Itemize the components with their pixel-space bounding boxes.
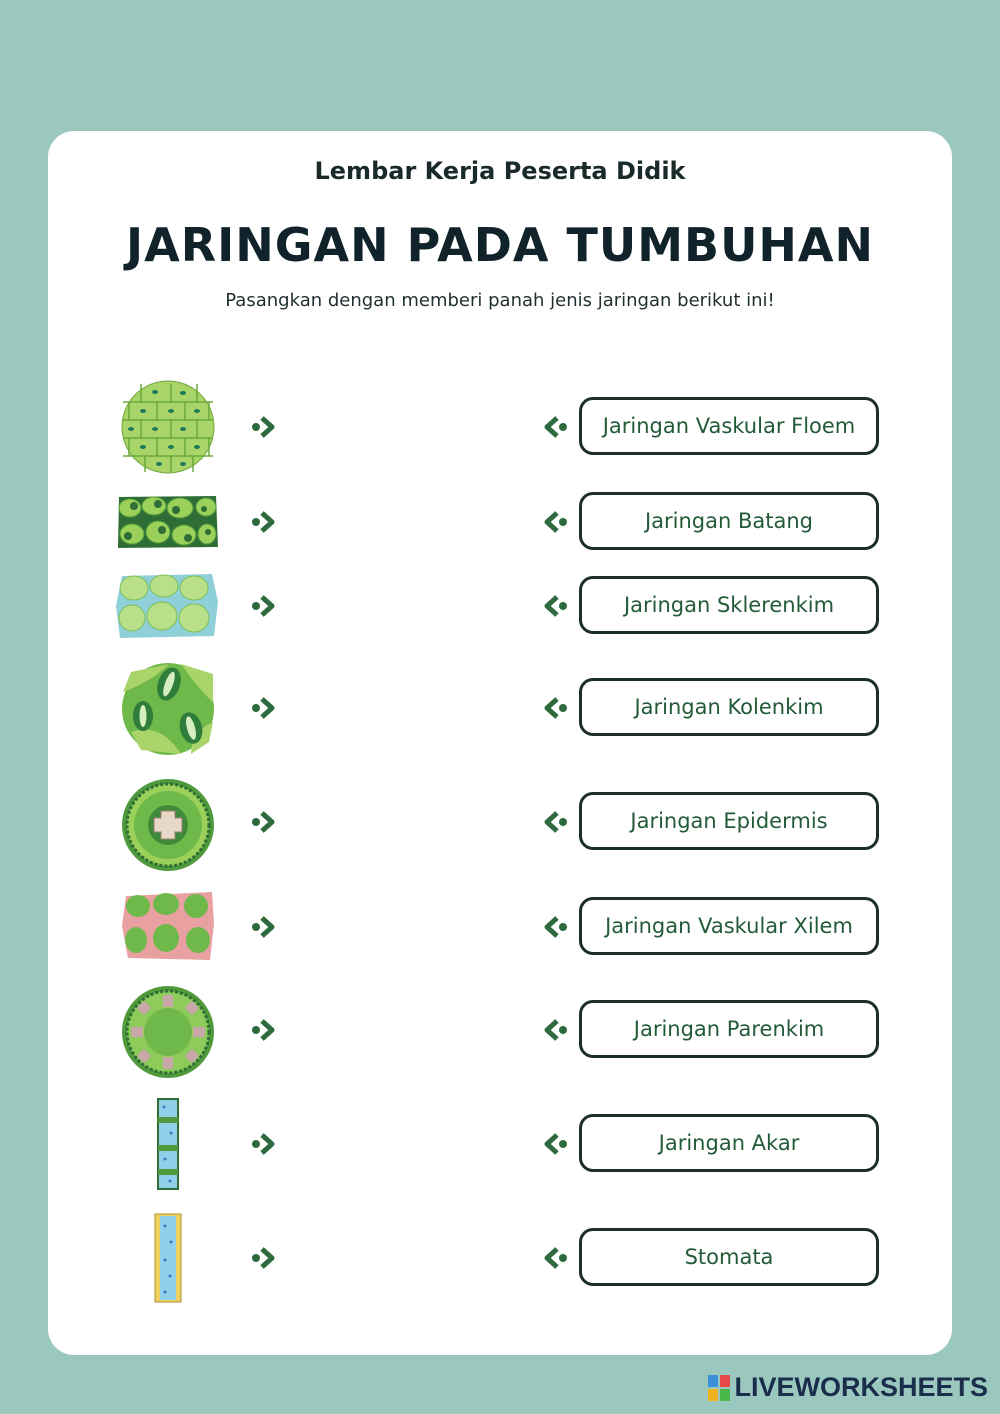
left-connector-2[interactable] — [251, 509, 277, 535]
answer-box[interactable]: Jaringan Akar — [579, 1114, 879, 1172]
left-connector-1[interactable] — [251, 414, 277, 440]
right-connector-2[interactable] — [542, 509, 568, 535]
left-connector-5[interactable] — [251, 809, 277, 835]
right-connector-3[interactable] — [542, 593, 568, 619]
answer-box[interactable]: Stomata — [579, 1228, 879, 1286]
right-connector-7[interactable] — [542, 1017, 568, 1043]
answer-box[interactable]: Jaringan Vaskular Floem — [579, 397, 879, 455]
footer-brand — [708, 1372, 988, 1403]
page-title: JARINGAN PADA TUMBUHAN — [125, 218, 875, 272]
right-connector-6[interactable] — [542, 914, 568, 940]
answer-box[interactable]: Jaringan Sklerenkim — [579, 576, 879, 634]
answer-box[interactable]: Jaringan Batang — [579, 492, 879, 550]
phloem-tube-image — [156, 1097, 180, 1191]
epidermis-cells-image — [121, 380, 215, 474]
liveworksheets-brand: LIVEWORKSHEETS — [734, 1372, 988, 1402]
liveworksheets-logo-icon — [708, 1375, 730, 1401]
left-connector-6[interactable] — [251, 914, 277, 940]
left-connector-4[interactable] — [251, 695, 277, 721]
right-connector-5[interactable] — [542, 809, 568, 835]
parenchyma-cells-image — [116, 494, 220, 550]
left-connector-7[interactable] — [251, 1017, 277, 1043]
right-connector-1[interactable] — [542, 414, 568, 440]
answer-box[interactable]: Jaringan Kolenkim — [579, 678, 879, 736]
stem-cross-section-image — [121, 985, 215, 1079]
left-connector-3[interactable] — [251, 593, 277, 619]
worksheet-subtitle: Lembar Kerja Peserta Didik — [314, 157, 686, 185]
instruction-text: Pasangkan dengan memberi panah jenis jaringan berikut ini! — [225, 290, 775, 311]
answer-box[interactable]: Jaringan Vaskular Xilem — [579, 897, 879, 955]
right-connector-4[interactable] — [542, 695, 568, 721]
answer-box[interactable]: Jaringan Parenkim — [579, 1000, 879, 1058]
collenchyma-cells-image — [114, 572, 220, 640]
stomata-cells-image — [121, 662, 215, 756]
right-connector-8[interactable] — [542, 1131, 568, 1157]
right-connector-9[interactable] — [542, 1245, 568, 1271]
root-cross-section-image — [121, 778, 215, 872]
left-connector-8[interactable] — [251, 1131, 277, 1157]
xylem-tube-image — [153, 1212, 183, 1304]
sclerenchyma-cells-image — [120, 890, 216, 962]
left-connector-9[interactable] — [251, 1245, 277, 1271]
answer-box[interactable]: Jaringan Epidermis — [579, 792, 879, 850]
